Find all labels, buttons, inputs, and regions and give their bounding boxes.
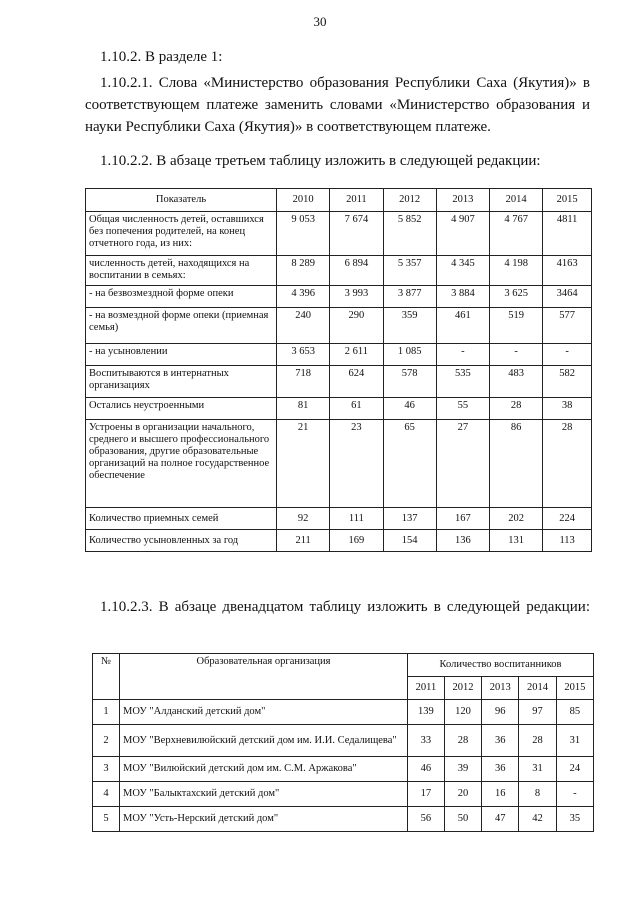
cell-value: 56 bbox=[408, 807, 445, 832]
cell-value: 1 085 bbox=[383, 344, 436, 366]
cell-value: 85 bbox=[556, 700, 593, 725]
cell-value: 3 625 bbox=[490, 286, 543, 308]
cell-value: 113 bbox=[543, 530, 592, 552]
cell-value: 577 bbox=[543, 308, 592, 344]
cell-value: 5 357 bbox=[383, 256, 436, 286]
table-row bbox=[86, 344, 592, 366]
row-label: Общая численность детей, оставшихся без попечения родителей, на конец отчетного года, из них: bbox=[86, 212, 277, 256]
cell-value: 38 bbox=[543, 398, 592, 420]
organization-name: МОУ "Вилюйский детский дом им. С.М. Аржакова" bbox=[120, 757, 408, 782]
cell-value: - bbox=[490, 344, 543, 366]
orphanage-table bbox=[92, 653, 594, 832]
cell-value: 290 bbox=[330, 308, 383, 344]
table-row bbox=[86, 286, 592, 308]
cell-value: 4163 bbox=[543, 256, 592, 286]
paragraph-1-10-2-1: 1.10.2.1. Слова «Министерство образования Республики Саха (Якутия)» в соответствующем платеже заменить словами «Министерство образования и науки Республики Саха (Якутия)» в соответствующем платеже. bbox=[85, 75, 590, 135]
cell-value: 50 bbox=[444, 807, 481, 832]
row-number: 1 bbox=[93, 700, 120, 725]
cell-value: 21 bbox=[277, 420, 330, 508]
cell-value: 36 bbox=[482, 757, 519, 782]
cell-value: 3 653 bbox=[277, 344, 330, 366]
cell-value: 28 bbox=[444, 725, 481, 757]
cell-value: 6 894 bbox=[330, 256, 383, 286]
table-row bbox=[86, 256, 592, 286]
row-number: 4 bbox=[93, 782, 120, 807]
row-label: - на усыновлении bbox=[86, 344, 277, 366]
cell-value: 461 bbox=[436, 308, 489, 344]
row-label: Количество приемных семей bbox=[86, 508, 277, 530]
cell-value: 33 bbox=[408, 725, 445, 757]
section-heading: 1.10.2. В разделе 1: bbox=[100, 49, 223, 65]
cell-value: 5 852 bbox=[383, 212, 436, 256]
cell-value: 20 bbox=[444, 782, 481, 807]
cell-value: 111 bbox=[330, 508, 383, 530]
cell-value: 4 345 bbox=[436, 256, 489, 286]
cell-value: 42 bbox=[519, 807, 556, 832]
cell-value: 8 bbox=[519, 782, 556, 807]
table-row bbox=[86, 366, 592, 398]
cell-value: 154 bbox=[383, 530, 436, 552]
header-indicator: Показатель bbox=[86, 189, 277, 212]
cell-value: 535 bbox=[436, 366, 489, 398]
cell-value: 16 bbox=[482, 782, 519, 807]
table-row bbox=[93, 700, 594, 725]
table-row bbox=[86, 212, 592, 256]
table-row bbox=[93, 725, 594, 757]
cell-value: 31 bbox=[519, 757, 556, 782]
header-year: 2013 bbox=[436, 189, 489, 212]
cell-value: 96 bbox=[482, 700, 519, 725]
header-year: 2012 bbox=[383, 189, 436, 212]
cell-value: 224 bbox=[543, 508, 592, 530]
cell-value: 4 396 bbox=[277, 286, 330, 308]
cell-value: 519 bbox=[490, 308, 543, 344]
row-label: численность детей, находящихся на воспитании в семьях: bbox=[86, 256, 277, 286]
cell-value: 4 198 bbox=[490, 256, 543, 286]
cell-value: 3464 bbox=[543, 286, 592, 308]
children-statistics-table bbox=[85, 188, 592, 552]
table-row bbox=[86, 398, 592, 420]
cell-value: - bbox=[543, 344, 592, 366]
cell-value: 9 053 bbox=[277, 212, 330, 256]
cell-value: 3 884 bbox=[436, 286, 489, 308]
cell-value: 92 bbox=[277, 508, 330, 530]
cell-value: 46 bbox=[408, 757, 445, 782]
cell-value: 81 bbox=[277, 398, 330, 420]
paragraph-1-10-2-3 bbox=[100, 596, 590, 618]
page-number: 30 bbox=[313, 14, 327, 29]
cell-value: 8 289 bbox=[277, 256, 330, 286]
header-year: 2014 bbox=[519, 677, 556, 700]
organization-name: МОУ "Верхневилюйский детский дом им. И.И. Седалищева" bbox=[120, 725, 408, 757]
cell-value: 17 bbox=[408, 782, 445, 807]
cell-value: 61 bbox=[330, 398, 383, 420]
cell-value: 31 bbox=[556, 725, 593, 757]
row-label: Устроены в организации начального, среднего и высшего профессионального образования, другие образовательные организаций на полное государственное обеспечение bbox=[86, 420, 277, 508]
cell-value: 2 611 bbox=[330, 344, 383, 366]
organization-name: МОУ "Усть-Нерский детский дом" bbox=[120, 807, 408, 832]
cell-value: 136 bbox=[436, 530, 489, 552]
col-number-header: № bbox=[93, 654, 120, 700]
header-year: 2015 bbox=[543, 189, 592, 212]
cell-value: 28 bbox=[519, 725, 556, 757]
row-number: 5 bbox=[93, 807, 120, 832]
table-header-row bbox=[86, 189, 592, 212]
cell-value: 47 bbox=[482, 807, 519, 832]
organization-name: МОУ "Балыктахский детский дом" bbox=[120, 782, 408, 807]
cell-value: 28 bbox=[543, 420, 592, 508]
row-number: 3 bbox=[93, 757, 120, 782]
cell-value: 169 bbox=[330, 530, 383, 552]
cell-value: 139 bbox=[408, 700, 445, 725]
cell-value: 240 bbox=[277, 308, 330, 344]
cell-value: 55 bbox=[436, 398, 489, 420]
header-year: 2010 bbox=[277, 189, 330, 212]
row-label: Количество усыновленных за год bbox=[86, 530, 277, 552]
header-year: 2014 bbox=[490, 189, 543, 212]
cell-value: 7 674 bbox=[330, 212, 383, 256]
cell-value: 120 bbox=[444, 700, 481, 725]
cell-value: 35 bbox=[556, 807, 593, 832]
cell-value: 4 767 bbox=[490, 212, 543, 256]
cell-value: 65 bbox=[383, 420, 436, 508]
cell-value: - bbox=[436, 344, 489, 366]
organization-name: МОУ "Алданский детский дом" bbox=[120, 700, 408, 725]
header-year: 2013 bbox=[482, 677, 519, 700]
cell-value: 582 bbox=[543, 366, 592, 398]
cell-value: 359 bbox=[383, 308, 436, 344]
cell-value: 86 bbox=[490, 420, 543, 508]
cell-value: 24 bbox=[556, 757, 593, 782]
cell-value: 97 bbox=[519, 700, 556, 725]
row-number: 2 bbox=[93, 725, 120, 757]
cell-value: 131 bbox=[490, 530, 543, 552]
paragraph-1-10-2-3-text: 1.10.2.3. В абзаце двенадцатом таблицу изложить в следующей редакции: bbox=[100, 599, 590, 615]
cell-value: 46 bbox=[383, 398, 436, 420]
col-organization-header: Образовательная организация bbox=[120, 654, 408, 700]
cell-value: 3 877 bbox=[383, 286, 436, 308]
cell-value: 23 bbox=[330, 420, 383, 508]
table-row bbox=[86, 530, 592, 552]
cell-value: 3 993 bbox=[330, 286, 383, 308]
cell-value: 36 bbox=[482, 725, 519, 757]
cell-value: 27 bbox=[436, 420, 489, 508]
header-year: 2011 bbox=[330, 189, 383, 212]
table-row bbox=[86, 508, 592, 530]
table-row bbox=[93, 782, 594, 807]
table-row bbox=[93, 807, 594, 832]
cell-value: 28 bbox=[490, 398, 543, 420]
col-count-header: Количество воспитанников bbox=[408, 654, 594, 677]
cell-value: 624 bbox=[330, 366, 383, 398]
paragraph-1-10-2-2: 1.10.2.2. В абзаце третьем таблицу изложить в следующей редакции: bbox=[100, 153, 541, 169]
table-row bbox=[86, 308, 592, 344]
cell-value: 39 bbox=[444, 757, 481, 782]
cell-value: - bbox=[556, 782, 593, 807]
row-label: - на возмездной форме опеки (приемная семья) bbox=[86, 308, 277, 344]
header-year: 2011 bbox=[408, 677, 445, 700]
row-label: - на безвозмездной форме опеки bbox=[86, 286, 277, 308]
cell-value: 718 bbox=[277, 366, 330, 398]
header-year: 2012 bbox=[444, 677, 481, 700]
header-year: 2015 bbox=[556, 677, 593, 700]
cell-value: 202 bbox=[490, 508, 543, 530]
row-label: Остались неустроенными bbox=[86, 398, 277, 420]
row-label: Воспитываются в интернатных организациях bbox=[86, 366, 277, 398]
table-row bbox=[86, 420, 592, 508]
cell-value: 167 bbox=[436, 508, 489, 530]
cell-value: 4811 bbox=[543, 212, 592, 256]
cell-value: 4 907 bbox=[436, 212, 489, 256]
cell-value: 578 bbox=[383, 366, 436, 398]
table-row bbox=[93, 757, 594, 782]
cell-value: 483 bbox=[490, 366, 543, 398]
cell-value: 137 bbox=[383, 508, 436, 530]
cell-value: 211 bbox=[277, 530, 330, 552]
